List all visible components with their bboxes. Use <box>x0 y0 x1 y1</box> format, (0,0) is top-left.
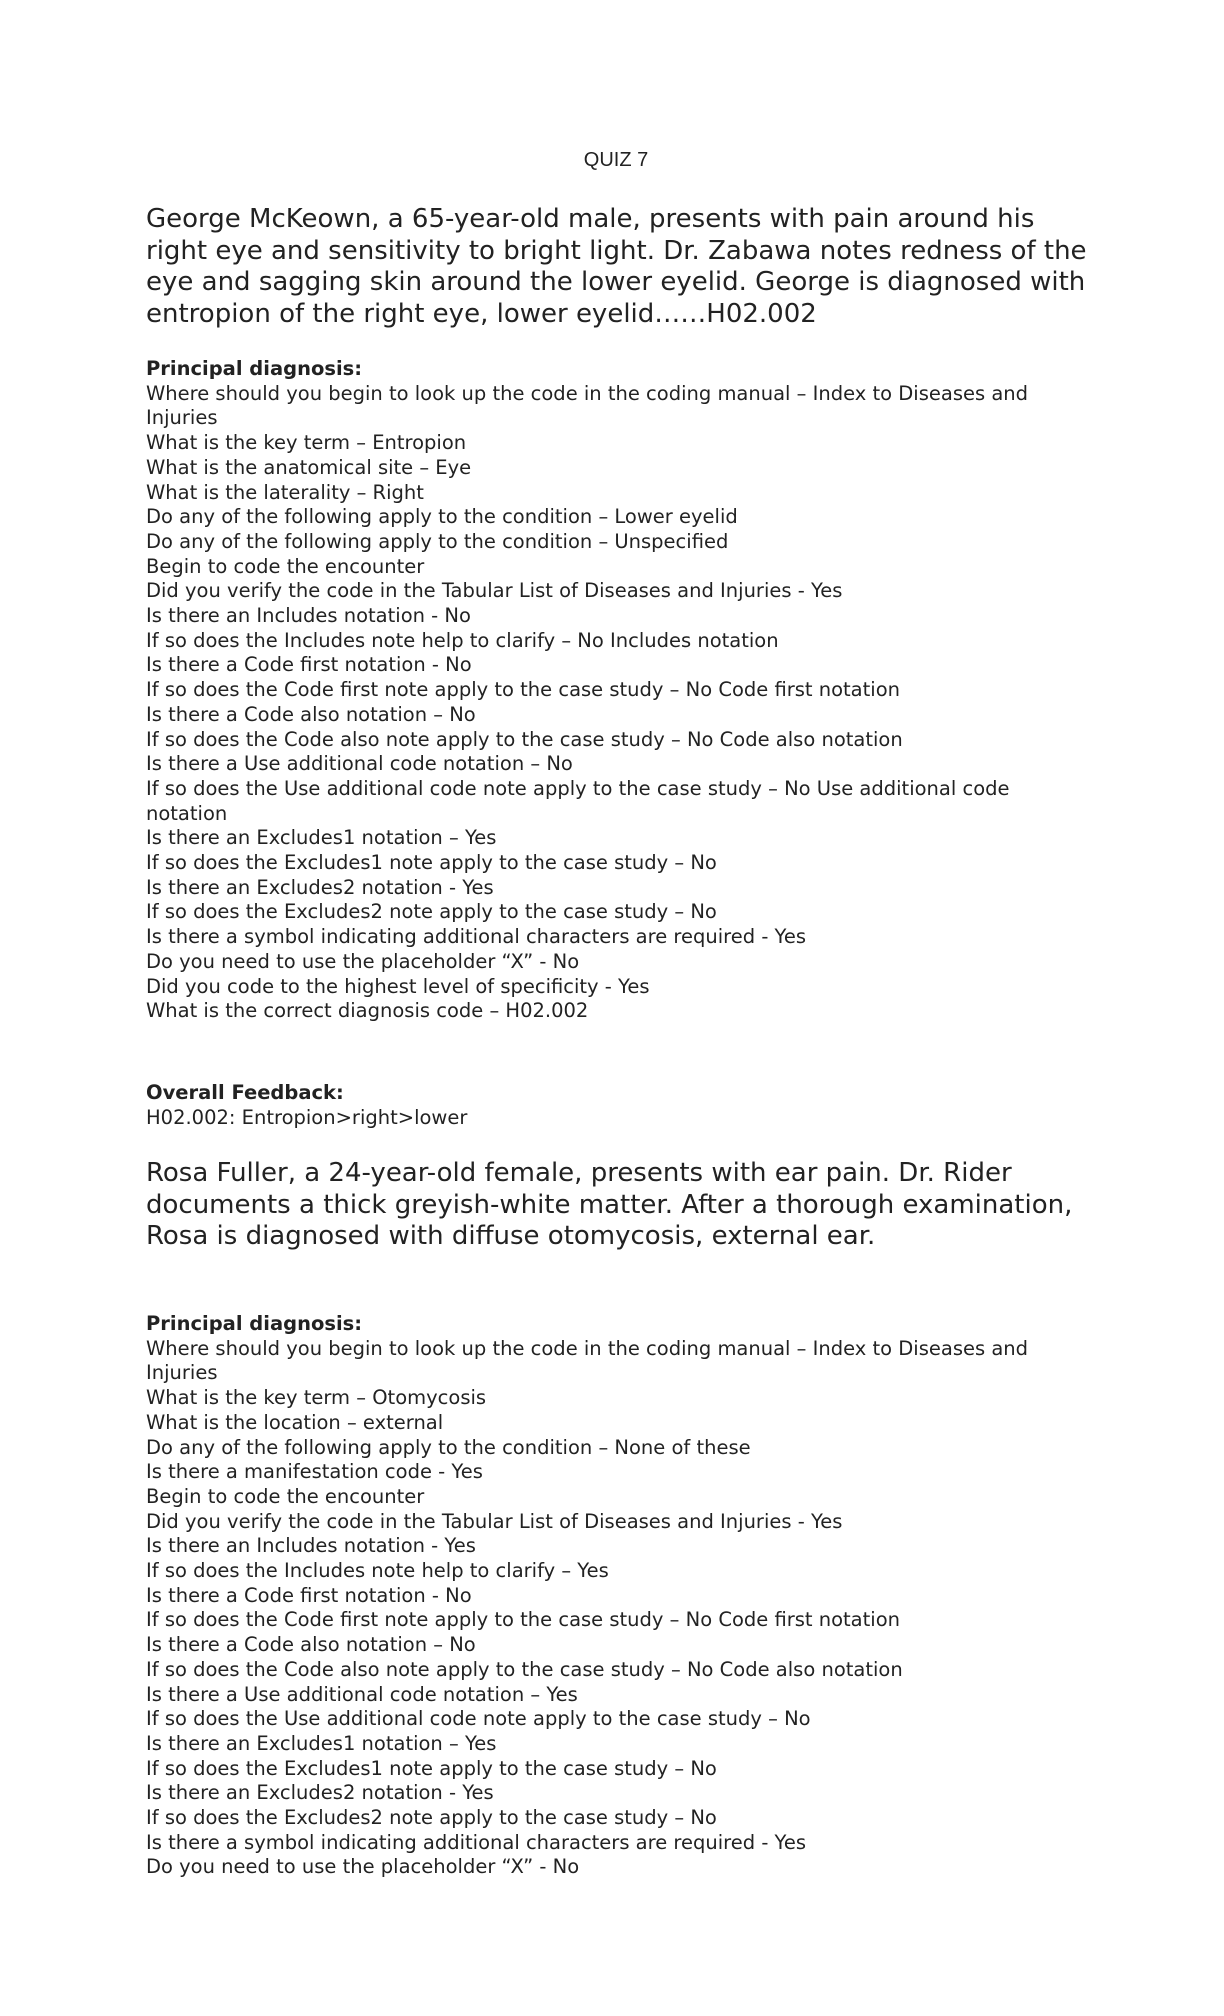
question-item: Is there an Excludes1 notation – Yes <box>146 1731 497 1755</box>
question-item: Where should you begin to look up the code in the coding manual – Index to Diseases and Injuries <box>146 1336 1029 1385</box>
question-item: Is there an Includes notation - No <box>146 604 471 628</box>
question-item: Is there a symbol indicating additional characters are required - Yes <box>146 1830 807 1854</box>
question-item: Is there a Use additional code notation – Yes <box>146 1682 578 1706</box>
question-item: If so does the Includes note help to clarify – No Includes notation <box>146 628 779 652</box>
question-item: Is there an Excludes2 notation - Yes <box>146 1781 494 1805</box>
question-item: Did you verify the code in the Tabular List of Diseases and Injuries - Yes <box>146 579 843 603</box>
question-item: What is the laterality – Right <box>146 480 424 504</box>
question-item: Is there a Use additional code notation – No <box>146 752 573 776</box>
question-item: Is there an Includes notation - Yes <box>146 1534 476 1558</box>
question-item: What is the anatomical site – Eye <box>146 455 472 479</box>
question-item: If so does the Use additional code note apply to the case study – No Use additional code notation <box>146 776 1010 825</box>
question-list-2 <box>146 1337 1096 1880</box>
question-item: What is the correct diagnosis code – H02.002 <box>146 999 589 1023</box>
question-item: What is the location – external <box>146 1410 444 1434</box>
question-item: If so does the Includes note help to clarify – Yes <box>146 1559 609 1583</box>
quiz-title: QUIZ 7 <box>583 149 649 171</box>
question-item: Is there a manifestation code - Yes <box>146 1460 483 1484</box>
question-item: If so does the Code also note apply to the case study – No Code also notation <box>146 1657 903 1681</box>
question-item: Do any of the following apply to the condition – Lower eyelid <box>146 505 738 529</box>
question-item: Where should you begin to look up the code in the coding manual – Index to Diseases and Injuries <box>146 381 1029 430</box>
question-item: If so does the Code also note apply to the case study – No Code also notation <box>146 727 903 751</box>
question-item: Is there a Code first notation - No <box>146 1583 472 1607</box>
overall-feedback-label: Overall Feedback: <box>146 1081 344 1104</box>
case-study-1 <box>146 204 1096 330</box>
question-item: Do you need to use the placeholder “X” - No <box>146 949 580 973</box>
question-list-1 <box>146 382 1096 1024</box>
case-scenario-2: Rosa Fuller, a 24-year-old female, presents with ear pain. Dr. Rider documents a thick greyish-white matter. After a thorough examination, Rosa is diagnosed with diffuse otomycosis, external ear. <box>146 1158 1073 1251</box>
question-item: Do you need to use the placeholder “X” - No <box>146 1855 580 1879</box>
question-item: If so does the Excludes1 note apply to the case study – No <box>146 851 717 875</box>
question-item: Is there an Excludes1 notation – Yes <box>146 826 497 850</box>
question-item: Is there a Code also notation – No <box>146 702 476 726</box>
question-item: What is the key term – Otomycosis <box>146 1386 487 1410</box>
case-study-2 <box>146 1158 1096 1253</box>
principal-diagnosis-label-1: Principal diagnosis: <box>146 357 363 380</box>
question-item: If so does the Code first note apply to the case study – No Code first notation <box>146 678 900 702</box>
principal-diagnosis-section-1 <box>146 357 1096 1024</box>
question-item: Is there a Code also notation – No <box>146 1633 476 1657</box>
question-item: What is the key term – Entropion <box>146 431 467 455</box>
question-item: Is there an Excludes2 notation - Yes <box>146 875 494 899</box>
question-item: Do any of the following apply to the condition – Unspecified <box>146 529 729 553</box>
question-item: Begin to code the encounter <box>146 1484 425 1508</box>
overall-feedback-section <box>146 1081 1096 1130</box>
question-item: If so does the Excludes2 note apply to the case study – No <box>146 1806 717 1830</box>
principal-diagnosis-label-2: Principal diagnosis: <box>146 1312 363 1335</box>
question-item: Is there a symbol indicating additional characters are required - Yes <box>146 925 807 949</box>
overall-feedback-text: H02.002: Entropion>right>lower <box>146 1105 468 1129</box>
question-item: If so does the Use additional code note apply to the case study – No <box>146 1707 811 1731</box>
question-item: Did you verify the code in the Tabular List of Diseases and Injuries - Yes <box>146 1509 843 1533</box>
question-item: Did you code to the highest level of specificity - Yes <box>146 974 650 998</box>
question-item: Is there a Code first notation - No <box>146 653 472 677</box>
case-scenario-1: George McKeown, a 65-year-old male, presents with pain around his right eye and sensitivity to bright light. Dr. Zabawa notes redness of the eye and sagging skin around the lower eyelid. George is diagnosed with entropion of the right eye, lower eyelid……H02.002 <box>146 204 1087 329</box>
principal-diagnosis-section-2 <box>146 1312 1096 1880</box>
question-item: If so does the Excludes2 note apply to the case study – No <box>146 900 717 924</box>
question-item: Do any of the following apply to the condition – None of these <box>146 1435 751 1459</box>
question-item: If so does the Code first note apply to the case study – No Code first notation <box>146 1608 900 1632</box>
question-item: If so does the Excludes1 note apply to the case study – No <box>146 1756 717 1780</box>
question-item: Begin to code the encounter <box>146 554 425 578</box>
